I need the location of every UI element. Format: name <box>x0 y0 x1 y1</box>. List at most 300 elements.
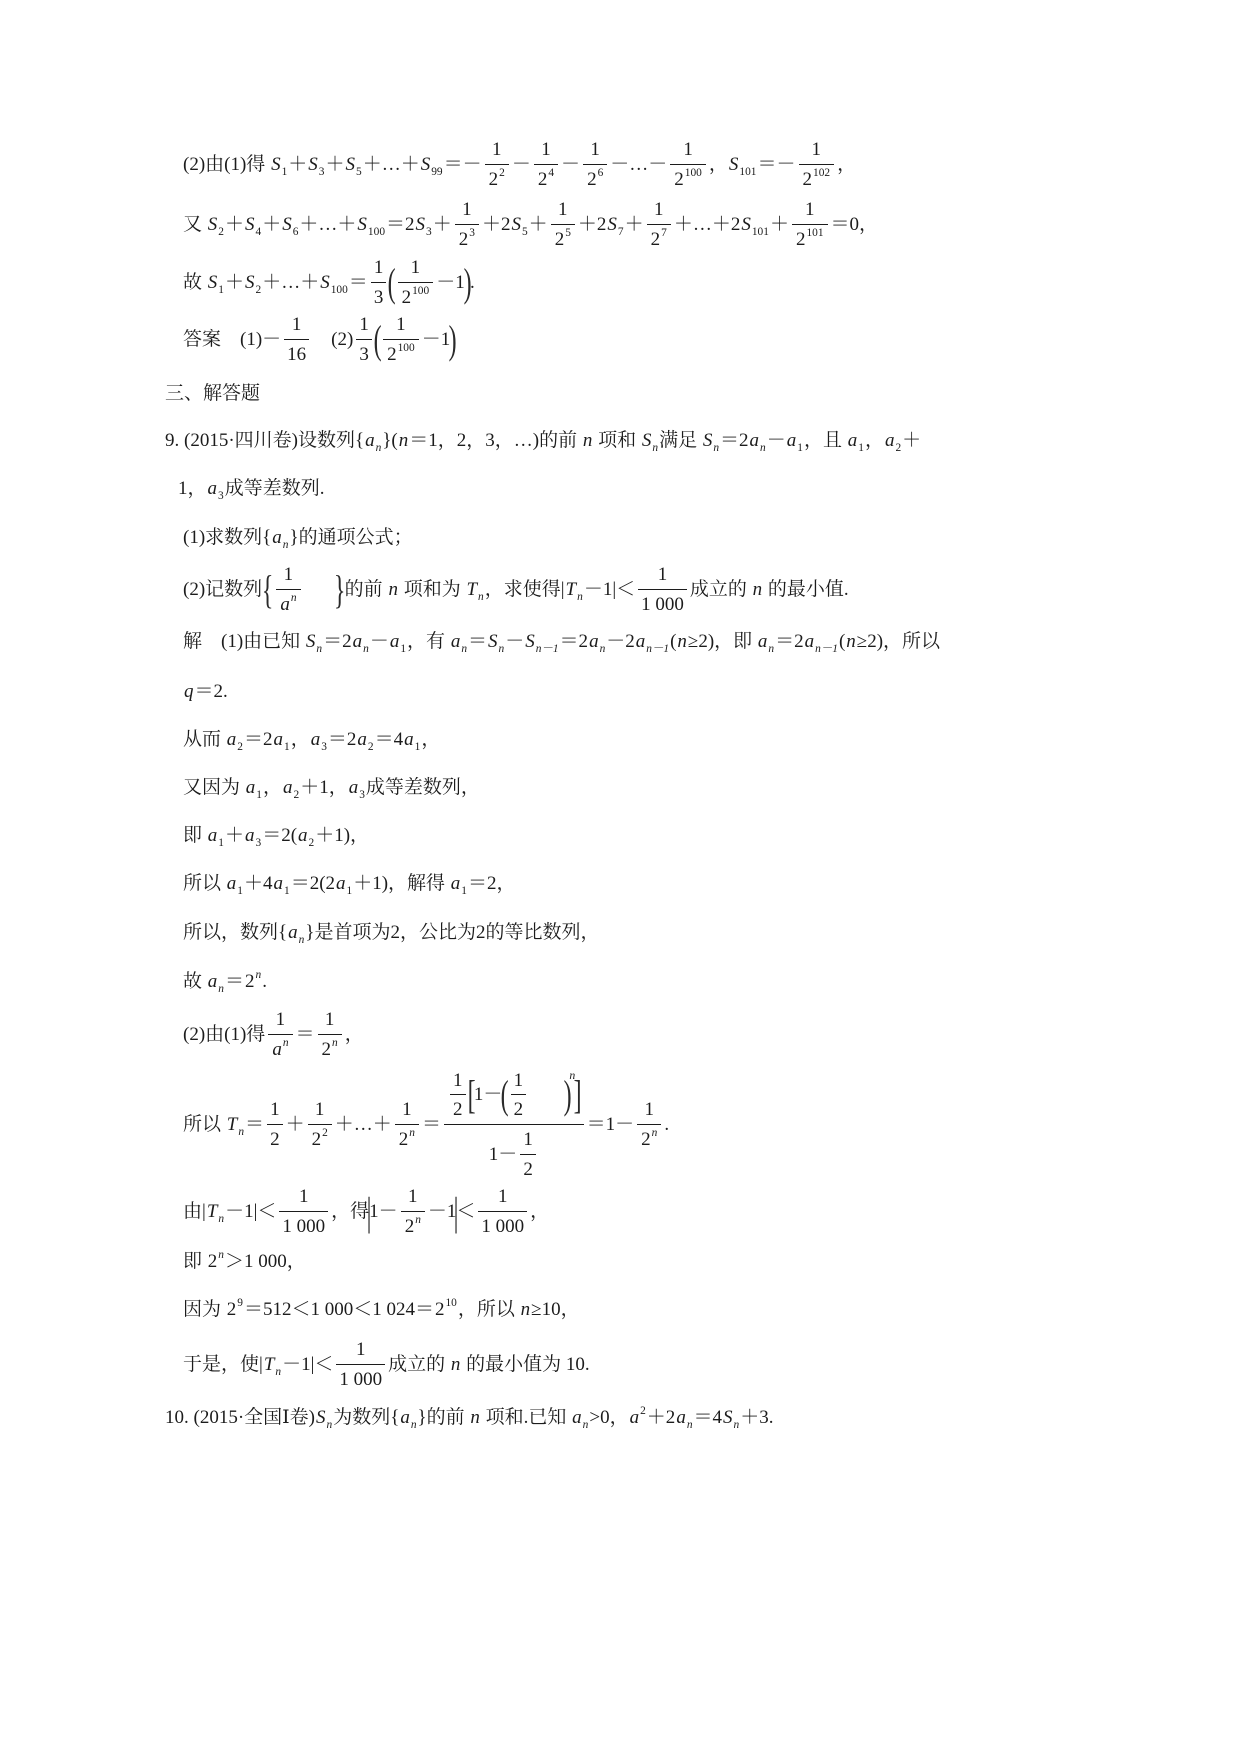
math-text: 1 <box>513 1069 524 1091</box>
math-text: 2 <box>453 1099 463 1121</box>
subscript: 2 <box>308 836 315 849</box>
bracket-group <box>366 1185 459 1239</box>
math-text: 成立的 <box>388 1354 450 1376</box>
subscript: 1 <box>218 836 224 849</box>
math-text: }是首项为2，公比为2的等比数列， <box>305 922 600 944</box>
fraction-denominator <box>520 1154 536 1182</box>
fraction-denominator <box>398 282 434 310</box>
number-base: 2 <box>795 229 806 250</box>
math-text: 1 <box>453 1069 463 1091</box>
math-text: 1 <box>491 139 502 161</box>
math-number <box>244 970 262 994</box>
variable-letter: a <box>244 825 255 847</box>
math-variable <box>207 213 225 237</box>
math-text: －1 <box>421 329 451 351</box>
math-variable <box>207 970 225 994</box>
fraction <box>267 1098 283 1152</box>
variable-letter: S <box>207 272 218 294</box>
math-number <box>537 168 555 192</box>
variable-letter: a <box>272 1039 282 1060</box>
math-variable <box>226 1113 245 1137</box>
math-text: ＝4 <box>693 1407 723 1429</box>
math-variable <box>606 213 624 237</box>
subscript: n <box>282 538 289 551</box>
variable-letter: a <box>357 729 367 751</box>
math-text: ＝ <box>224 971 244 993</box>
problem-9-part-1 <box>183 508 413 568</box>
math-text: －1|＜ <box>282 1354 334 1376</box>
subscript: n <box>410 1418 417 1431</box>
variable-letter: S <box>244 272 255 294</box>
superscript: 2 <box>640 1405 646 1418</box>
math-text: ， <box>421 729 441 751</box>
math-text: ＝2 <box>327 729 357 751</box>
fraction-denominator <box>647 224 671 252</box>
math-text: ＋ <box>769 214 789 236</box>
fraction-numerator <box>398 256 434 282</box>
subscript: n－1 <box>646 642 670 655</box>
math-text: 即 <box>183 1251 207 1273</box>
math-text: ＋ <box>288 154 308 176</box>
math-variable <box>571 1406 589 1430</box>
math-text: －…－ <box>610 154 668 176</box>
number-base: 2 <box>401 287 412 308</box>
math-text: 因为 <box>183 1299 226 1321</box>
math-variable <box>272 728 290 752</box>
problem-9-part-2 <box>183 560 849 620</box>
math-text: ， <box>837 154 857 176</box>
math-number <box>401 286 431 310</box>
subscript: 99 <box>431 165 443 178</box>
fraction-denominator <box>268 1034 292 1062</box>
fraction-denominator <box>284 339 309 367</box>
math-variable <box>244 213 262 237</box>
bracket-content <box>474 1069 576 1123</box>
math-text: 项和 <box>593 430 641 452</box>
fraction-numerator <box>450 1069 466 1095</box>
math-text: 1 <box>373 257 384 279</box>
math-text: 的前 <box>344 579 388 601</box>
math-text: 1 <box>270 1099 280 1121</box>
variable-letter: n <box>846 631 856 653</box>
math-text: ＝ <box>468 631 488 653</box>
fraction-numerator <box>551 198 575 224</box>
bracket-group <box>389 256 470 310</box>
math-variable <box>183 680 195 704</box>
math-variable <box>676 630 688 654</box>
subscript: n <box>461 642 468 655</box>
math-variable <box>722 1406 740 1430</box>
subscript: n <box>375 441 382 454</box>
variable-letter: a <box>676 1407 686 1429</box>
math-variable <box>263 1353 282 1377</box>
math-variable <box>728 153 758 177</box>
fraction <box>318 1008 342 1062</box>
math-variable <box>271 526 289 550</box>
math-number <box>458 228 476 252</box>
math-variable <box>310 728 328 752</box>
math-variable <box>450 1353 462 1377</box>
math-variable <box>226 728 244 752</box>
fraction-denominator <box>450 1094 466 1122</box>
right-bracket: ) <box>463 260 472 306</box>
solution-line-tn-sum <box>183 1065 669 1185</box>
math-text: 1 <box>275 1009 286 1031</box>
subscript: n－1 <box>535 642 559 655</box>
variable-letter: a <box>272 527 282 549</box>
math-text: ＝2， <box>468 873 516 895</box>
variable-letter: S <box>702 430 713 452</box>
math-text: 10. (2015·全国Ⅰ卷) <box>165 1407 315 1429</box>
math-text: ＋3. <box>740 1407 774 1429</box>
superscript: n <box>332 1036 338 1049</box>
fraction-numerator <box>356 313 372 339</box>
superscript: n <box>651 1126 658 1139</box>
math-text: ＝1，2，3，…)的前 <box>409 430 582 452</box>
bracket-group <box>502 1069 575 1123</box>
variable-letter: S <box>488 631 498 653</box>
variable-letter: a <box>629 1407 640 1429</box>
fraction-numerator <box>792 198 828 224</box>
math-text: ＋…＋2 <box>673 214 741 236</box>
bracket-content <box>366 1185 457 1239</box>
superscript: n <box>218 1249 224 1262</box>
variable-letter: n <box>752 579 763 601</box>
math-text: 成立的 <box>689 579 752 601</box>
math-text: 1－ <box>473 1084 503 1106</box>
math-text: ＝4 <box>374 729 404 751</box>
math-text: 又因为 <box>183 777 245 799</box>
fraction-denominator <box>478 1211 527 1239</box>
variable-letter: a <box>404 729 414 751</box>
number-base: 2 <box>244 971 255 993</box>
fraction-numerator <box>520 1128 536 1154</box>
math-text: ，所以 <box>457 1299 520 1321</box>
fraction <box>511 1069 527 1123</box>
variable-letter: a <box>757 631 768 653</box>
variable-letter: a <box>273 873 283 895</box>
fraction-denominator <box>356 339 372 367</box>
number-base: 2 <box>641 1129 651 1150</box>
variable-letter: a <box>786 430 797 452</box>
math-variable <box>226 872 244 896</box>
number-base: 2 <box>537 169 548 190</box>
variable-letter: S <box>305 631 316 653</box>
fraction <box>279 1185 328 1239</box>
superscript: 3 <box>469 226 475 239</box>
variable-letter: a <box>365 430 375 452</box>
math-text: (2)记数列 <box>183 579 263 601</box>
variable-letter: S <box>641 430 652 452</box>
math-text: ＋ <box>528 214 548 236</box>
math-text: ＝2 <box>243 729 273 751</box>
superscript: 2 <box>322 1126 328 1139</box>
superscript: 9 <box>237 1297 243 1310</box>
math-text: ＞1 000， <box>224 1251 306 1273</box>
fraction-numerator <box>485 138 509 164</box>
variable-letter: S <box>525 631 535 653</box>
subscript: n <box>275 1365 282 1378</box>
superscript: 2 <box>499 166 505 179</box>
fraction <box>444 1069 584 1182</box>
math-text: ＋2 <box>481 214 511 236</box>
variable-letter: S <box>244 214 255 236</box>
math-text: ＝ <box>245 1114 265 1136</box>
number-base: 2 <box>404 1216 415 1237</box>
math-text: 所以 <box>183 1114 226 1136</box>
math-text: (2)由(1)得 <box>183 1024 266 1046</box>
math-text: ＋ <box>285 1114 305 1136</box>
fraction-numerator <box>383 313 419 339</box>
superscript: 10 <box>445 1297 457 1310</box>
math-variable <box>450 872 468 896</box>
fraction-numerator <box>401 1185 425 1211</box>
fraction-numerator <box>637 1098 661 1124</box>
math-variable <box>740 213 770 237</box>
math-text: ＋ <box>224 214 244 236</box>
variable-letter: q <box>184 681 194 703</box>
math-text: ＝－ <box>757 154 796 176</box>
math-variable <box>415 213 433 237</box>
fraction <box>638 563 687 617</box>
odd-terms-sum-line <box>183 135 856 195</box>
superscript: 4 <box>548 166 555 179</box>
math-text: (1)求数列{ <box>183 527 272 549</box>
math-text: (2)由(1)得 <box>183 154 271 176</box>
variable-letter: n <box>398 430 409 452</box>
math-text: 1 <box>408 1186 418 1208</box>
subscript: 100 <box>330 283 348 296</box>
math-text: 9. (2015·四川卷)设数列{ <box>165 430 365 452</box>
number-base: 2 <box>311 1129 322 1150</box>
subscript: 1 <box>461 884 467 897</box>
variable-letter: a <box>310 729 321 751</box>
math-variable <box>207 477 225 501</box>
math-number <box>311 1128 329 1152</box>
number-base: 2 <box>650 229 661 250</box>
fraction-numerator <box>318 1008 342 1034</box>
math-variable <box>387 578 399 602</box>
math-text: }的通项公式； <box>289 527 413 549</box>
math-variable <box>757 630 775 654</box>
math-variable <box>403 728 421 752</box>
math-text: －1|＜ <box>225 1201 277 1223</box>
subscript: 3 <box>426 225 432 238</box>
superscript: n <box>255 969 262 982</box>
math-text: >0， <box>589 1407 629 1429</box>
math-text: ， <box>262 777 282 799</box>
variable-letter: a <box>207 478 218 500</box>
variable-letter: a <box>226 873 237 895</box>
bracket-content <box>380 313 450 367</box>
fraction-denominator <box>670 164 706 192</box>
math-text: －1|＜ <box>583 579 636 601</box>
fraction <box>637 1098 661 1152</box>
math-text: ， <box>708 154 728 176</box>
fraction-numerator <box>267 1098 283 1124</box>
math-number <box>640 1128 658 1152</box>
variable-letter: a <box>245 777 256 799</box>
math-text: 1 <box>402 1099 412 1121</box>
math-text: 1 <box>657 564 668 586</box>
subscript: 101 <box>751 225 769 238</box>
number-base: 2 <box>554 229 565 250</box>
math-text: 1 <box>356 1339 366 1361</box>
math-text: 3 <box>373 287 384 308</box>
math-text: 于是，使| <box>183 1354 263 1376</box>
math-text: 成等差数列， <box>365 777 480 799</box>
math-variable <box>245 776 263 800</box>
math-text: 2 <box>523 1158 533 1180</box>
fraction-numerator <box>670 138 706 164</box>
math-number <box>795 228 825 252</box>
math-text: ( <box>670 631 677 653</box>
superscript: 100 <box>397 341 415 354</box>
subscript: 2 <box>237 740 243 753</box>
math-text: ＝0， <box>830 214 879 236</box>
fraction-denominator <box>444 1124 584 1182</box>
math-variable <box>675 1406 693 1430</box>
math-text: 1 <box>653 199 664 221</box>
math-variable <box>272 872 290 896</box>
subscript: 2 <box>293 788 300 801</box>
math-variable <box>524 630 559 654</box>
math-variable <box>487 630 505 654</box>
fraction <box>534 138 558 192</box>
variable-letter: a <box>273 729 283 751</box>
variable-letter: n <box>582 430 593 452</box>
math-text: 2 <box>270 1129 280 1150</box>
math-text: 1 <box>644 1099 654 1121</box>
fraction-numerator <box>276 563 300 589</box>
subscript: 2 <box>367 740 374 753</box>
math-text: ＋…＋ <box>362 154 420 176</box>
math-variable <box>364 429 382 453</box>
math-text: 1 <box>805 199 815 221</box>
math-variable <box>450 630 468 654</box>
fraction-denominator <box>401 1211 425 1239</box>
fraction <box>336 1338 385 1392</box>
math-text: ＋ <box>432 214 452 236</box>
subscript: n <box>768 642 775 655</box>
math-text: － <box>511 154 531 176</box>
subscript: 3 <box>255 836 262 849</box>
math-variable <box>884 429 902 453</box>
fraction-denominator <box>371 282 387 310</box>
subscript: n <box>760 441 766 454</box>
math-text: 即 <box>183 825 207 847</box>
subscript: 1 <box>414 740 421 753</box>
math-text: ＝2 <box>720 430 749 452</box>
variable-letter: a <box>635 631 646 653</box>
subscript: 2 <box>218 225 224 238</box>
subscript: 5 <box>356 165 362 178</box>
left-bracket: ( <box>373 317 382 363</box>
math-text: ， <box>290 729 310 751</box>
math-number <box>434 1298 458 1322</box>
variable-letter: a <box>336 873 346 895</box>
math-variable <box>399 1406 417 1430</box>
math-text: (2) <box>312 329 354 351</box>
math-text: 1 000 <box>339 1369 383 1390</box>
subscript: n <box>238 1125 245 1138</box>
variable-letter: S <box>728 154 739 176</box>
math-text: 所以 <box>183 873 226 895</box>
variable-letter: S <box>607 214 617 236</box>
math-variable <box>588 630 606 654</box>
math-variable <box>345 153 363 177</box>
variable-letter: S <box>741 214 751 236</box>
superscript: 101 <box>806 226 824 239</box>
math-number <box>554 228 572 252</box>
variable-letter: T <box>466 579 478 601</box>
math-text: 1 <box>291 314 302 336</box>
subscript: n <box>498 642 505 655</box>
fraction-numerator <box>647 198 671 224</box>
fraction-numerator <box>455 198 479 224</box>
solution-line-n-bound <box>183 1280 580 1340</box>
math-text: ＋4 <box>243 873 273 895</box>
variable-letter: S <box>271 154 281 176</box>
math-variable <box>244 824 262 848</box>
variable-letter: S <box>282 214 292 236</box>
variable-letter: a <box>288 922 298 944</box>
subscript: n <box>218 982 224 995</box>
superscript: 5 <box>565 226 571 239</box>
subscript: n <box>218 1212 225 1225</box>
superscript: n <box>569 1068 576 1082</box>
subscript: n <box>316 642 323 655</box>
math-text: 1 <box>314 1099 325 1121</box>
superscript: 100 <box>412 284 430 297</box>
subscript: 1 <box>281 165 288 178</box>
number-base: 2 <box>321 1039 332 1060</box>
math-variable <box>356 728 374 752</box>
math-text: ＝2( <box>262 825 298 847</box>
problem-10-statement <box>165 1388 774 1448</box>
bracket-group <box>375 313 456 367</box>
variable-letter: T <box>263 1354 275 1376</box>
math-text: ＝1－ <box>586 1114 635 1136</box>
subscript: 1 <box>858 441 864 454</box>
math-variable <box>845 630 857 654</box>
math-text: ＋2 <box>646 1407 676 1429</box>
math-text: ＝2 <box>559 631 589 653</box>
subscript: 101 <box>739 165 757 178</box>
math-text: 1 <box>359 314 369 336</box>
math-text: 1 <box>324 1009 335 1031</box>
variable-letter: S <box>511 214 521 236</box>
math-variable <box>702 429 720 453</box>
math-number <box>802 168 832 192</box>
math-variable <box>271 1038 289 1062</box>
variable-letter: a <box>348 777 359 799</box>
math-text: 1 <box>590 139 600 161</box>
subscript: 1 <box>283 884 290 897</box>
left-bracket: ( <box>500 1072 509 1118</box>
variable-letter: a <box>207 825 218 847</box>
math-variable <box>335 872 353 896</box>
math-text: ＋…＋ <box>299 214 357 236</box>
math-variable <box>319 271 349 295</box>
fraction <box>485 138 509 192</box>
subscript: 1 <box>346 884 353 897</box>
subscript: n <box>599 642 606 655</box>
math-text: ＝2(2 <box>290 873 336 895</box>
math-variable <box>465 578 484 602</box>
fraction <box>583 138 607 192</box>
math-variable <box>520 1298 532 1322</box>
